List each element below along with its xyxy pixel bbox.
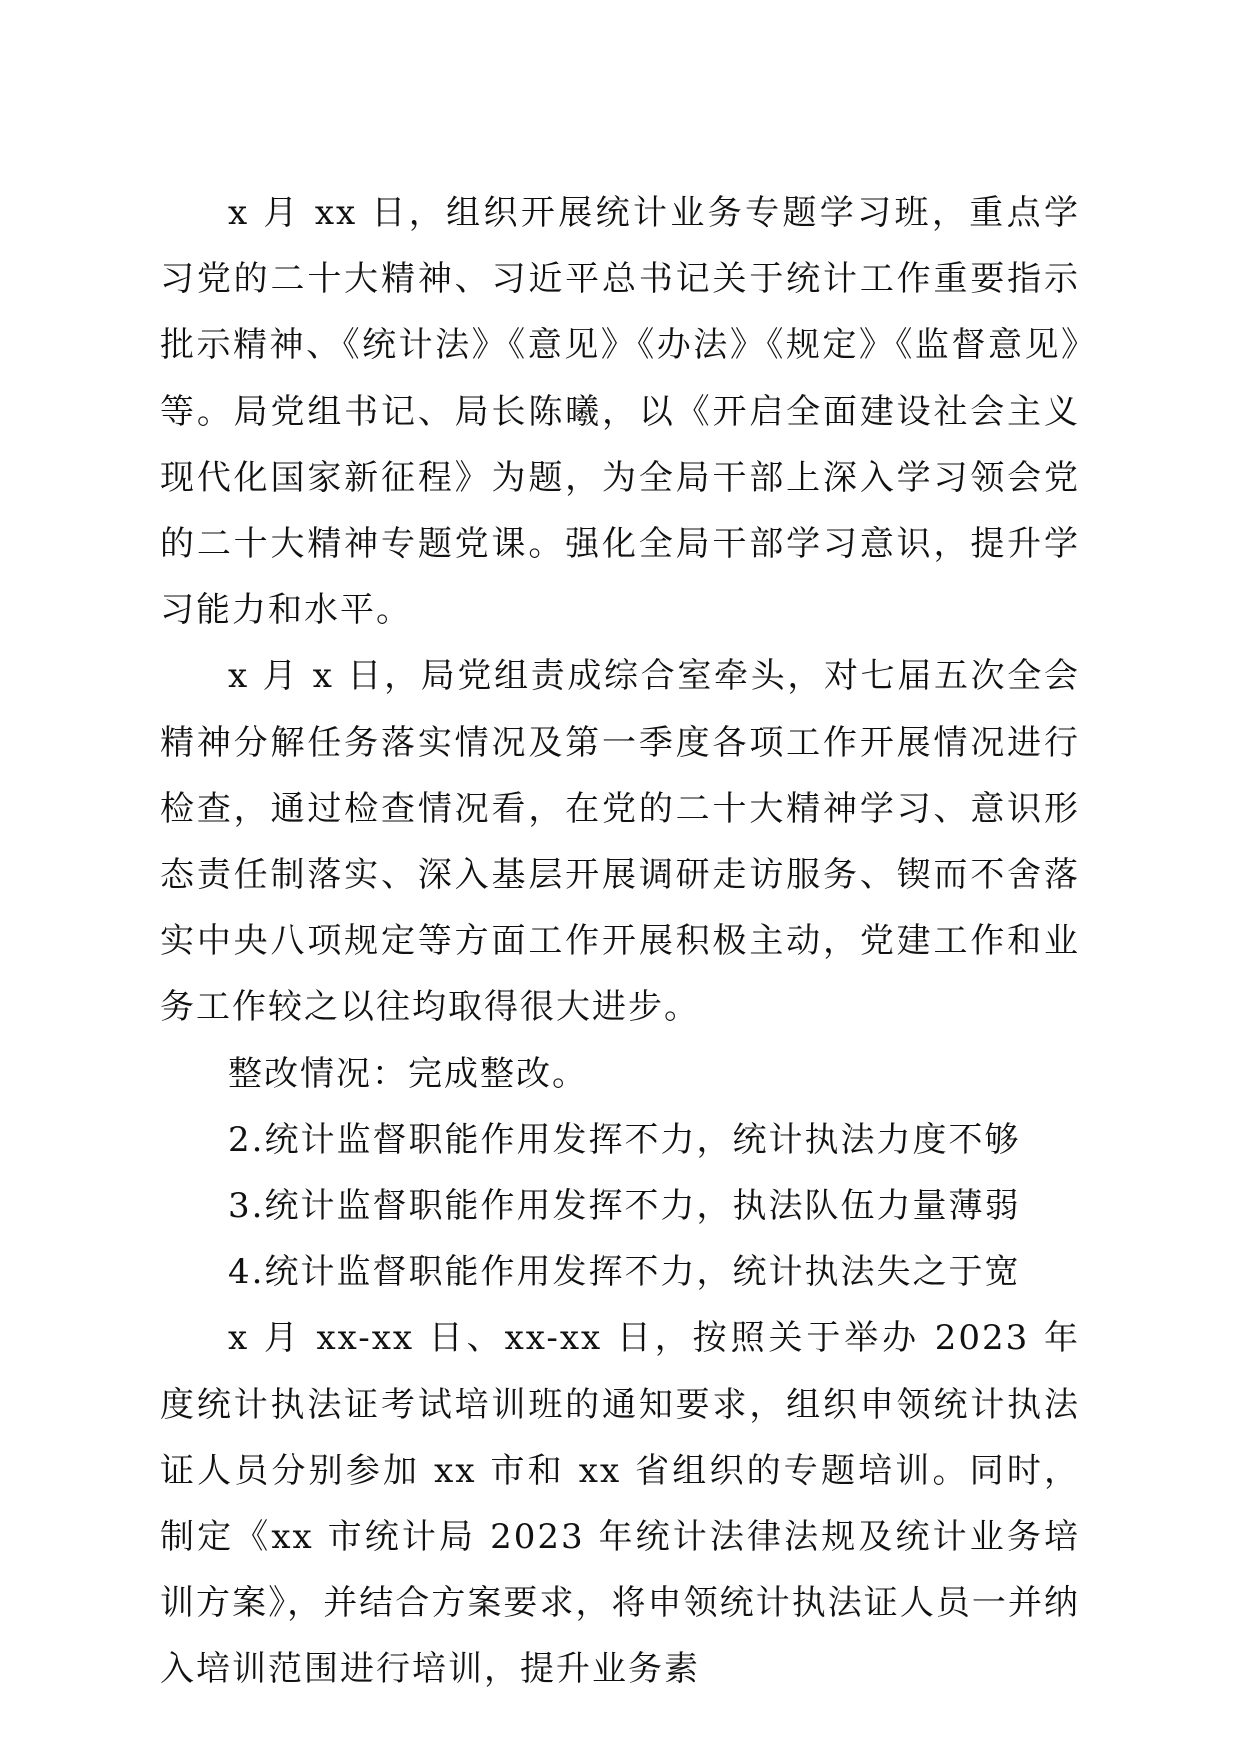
paragraph-inspection: x 月 x 日，局党组责成综合室牵头，对七届五次全会精神分解任务落实情况及第一季度各项工作开展情况进行检查，通过检查情况看，在党的二十大精神学习、意识形态责任制落实、深入基层开展调研走访服务、锲而不舍落实中央八项规定等方面工作开展积极主动，党建工作和业务工作较之以往均取得很大进步。 [160,656,1080,1028]
issue-heading-2: 2.统计监督职能作用发挥不力，统计执法力度不够 [228,1119,1021,1160]
paragraph-rectification-status: 整改情况：完成整改。 [228,1053,588,1094]
paragraph-study-session: x 月 xx 日，组织开展统计业务专题学习班，重点学习党的二十大精神、习近平总书记关于统计工作重要指示批示精神、《统计法》《意见》《办法》《规定》《监督意见》等。局党组书记、局长陈曦，以《开启全面建设社会主义现代化国家新征程》为题，为全局干部上深入学习领会党的二十大精神专题党课。强化全局干部学习意识，提升学习能力和水平。 [160,193,1080,631]
issue-heading-3: 3.统计监督职能作用发挥不力，执法队伍力量薄弱 [228,1186,1021,1227]
document-body [160,180,1080,1703]
issue-heading-4: 4.统计监督职能作用发挥不力，统计执法失之于宽 [228,1252,1021,1293]
paragraph-training: x 月 xx-xx 日、xx-xx 日，按照关于举办 2023 年度统计执法证考试培训班的通知要求，组织申领统计执法证人员分别参加 xx 市和 xx 省组织的专题培训。同时，制定《xx 市统计局 2023 年统计法律法规及统计业务培训方案》，并结合方案要求，将申领统计执法证人员一并纳入培训范围进行培训，提升业务素 [160,1318,1080,1690]
